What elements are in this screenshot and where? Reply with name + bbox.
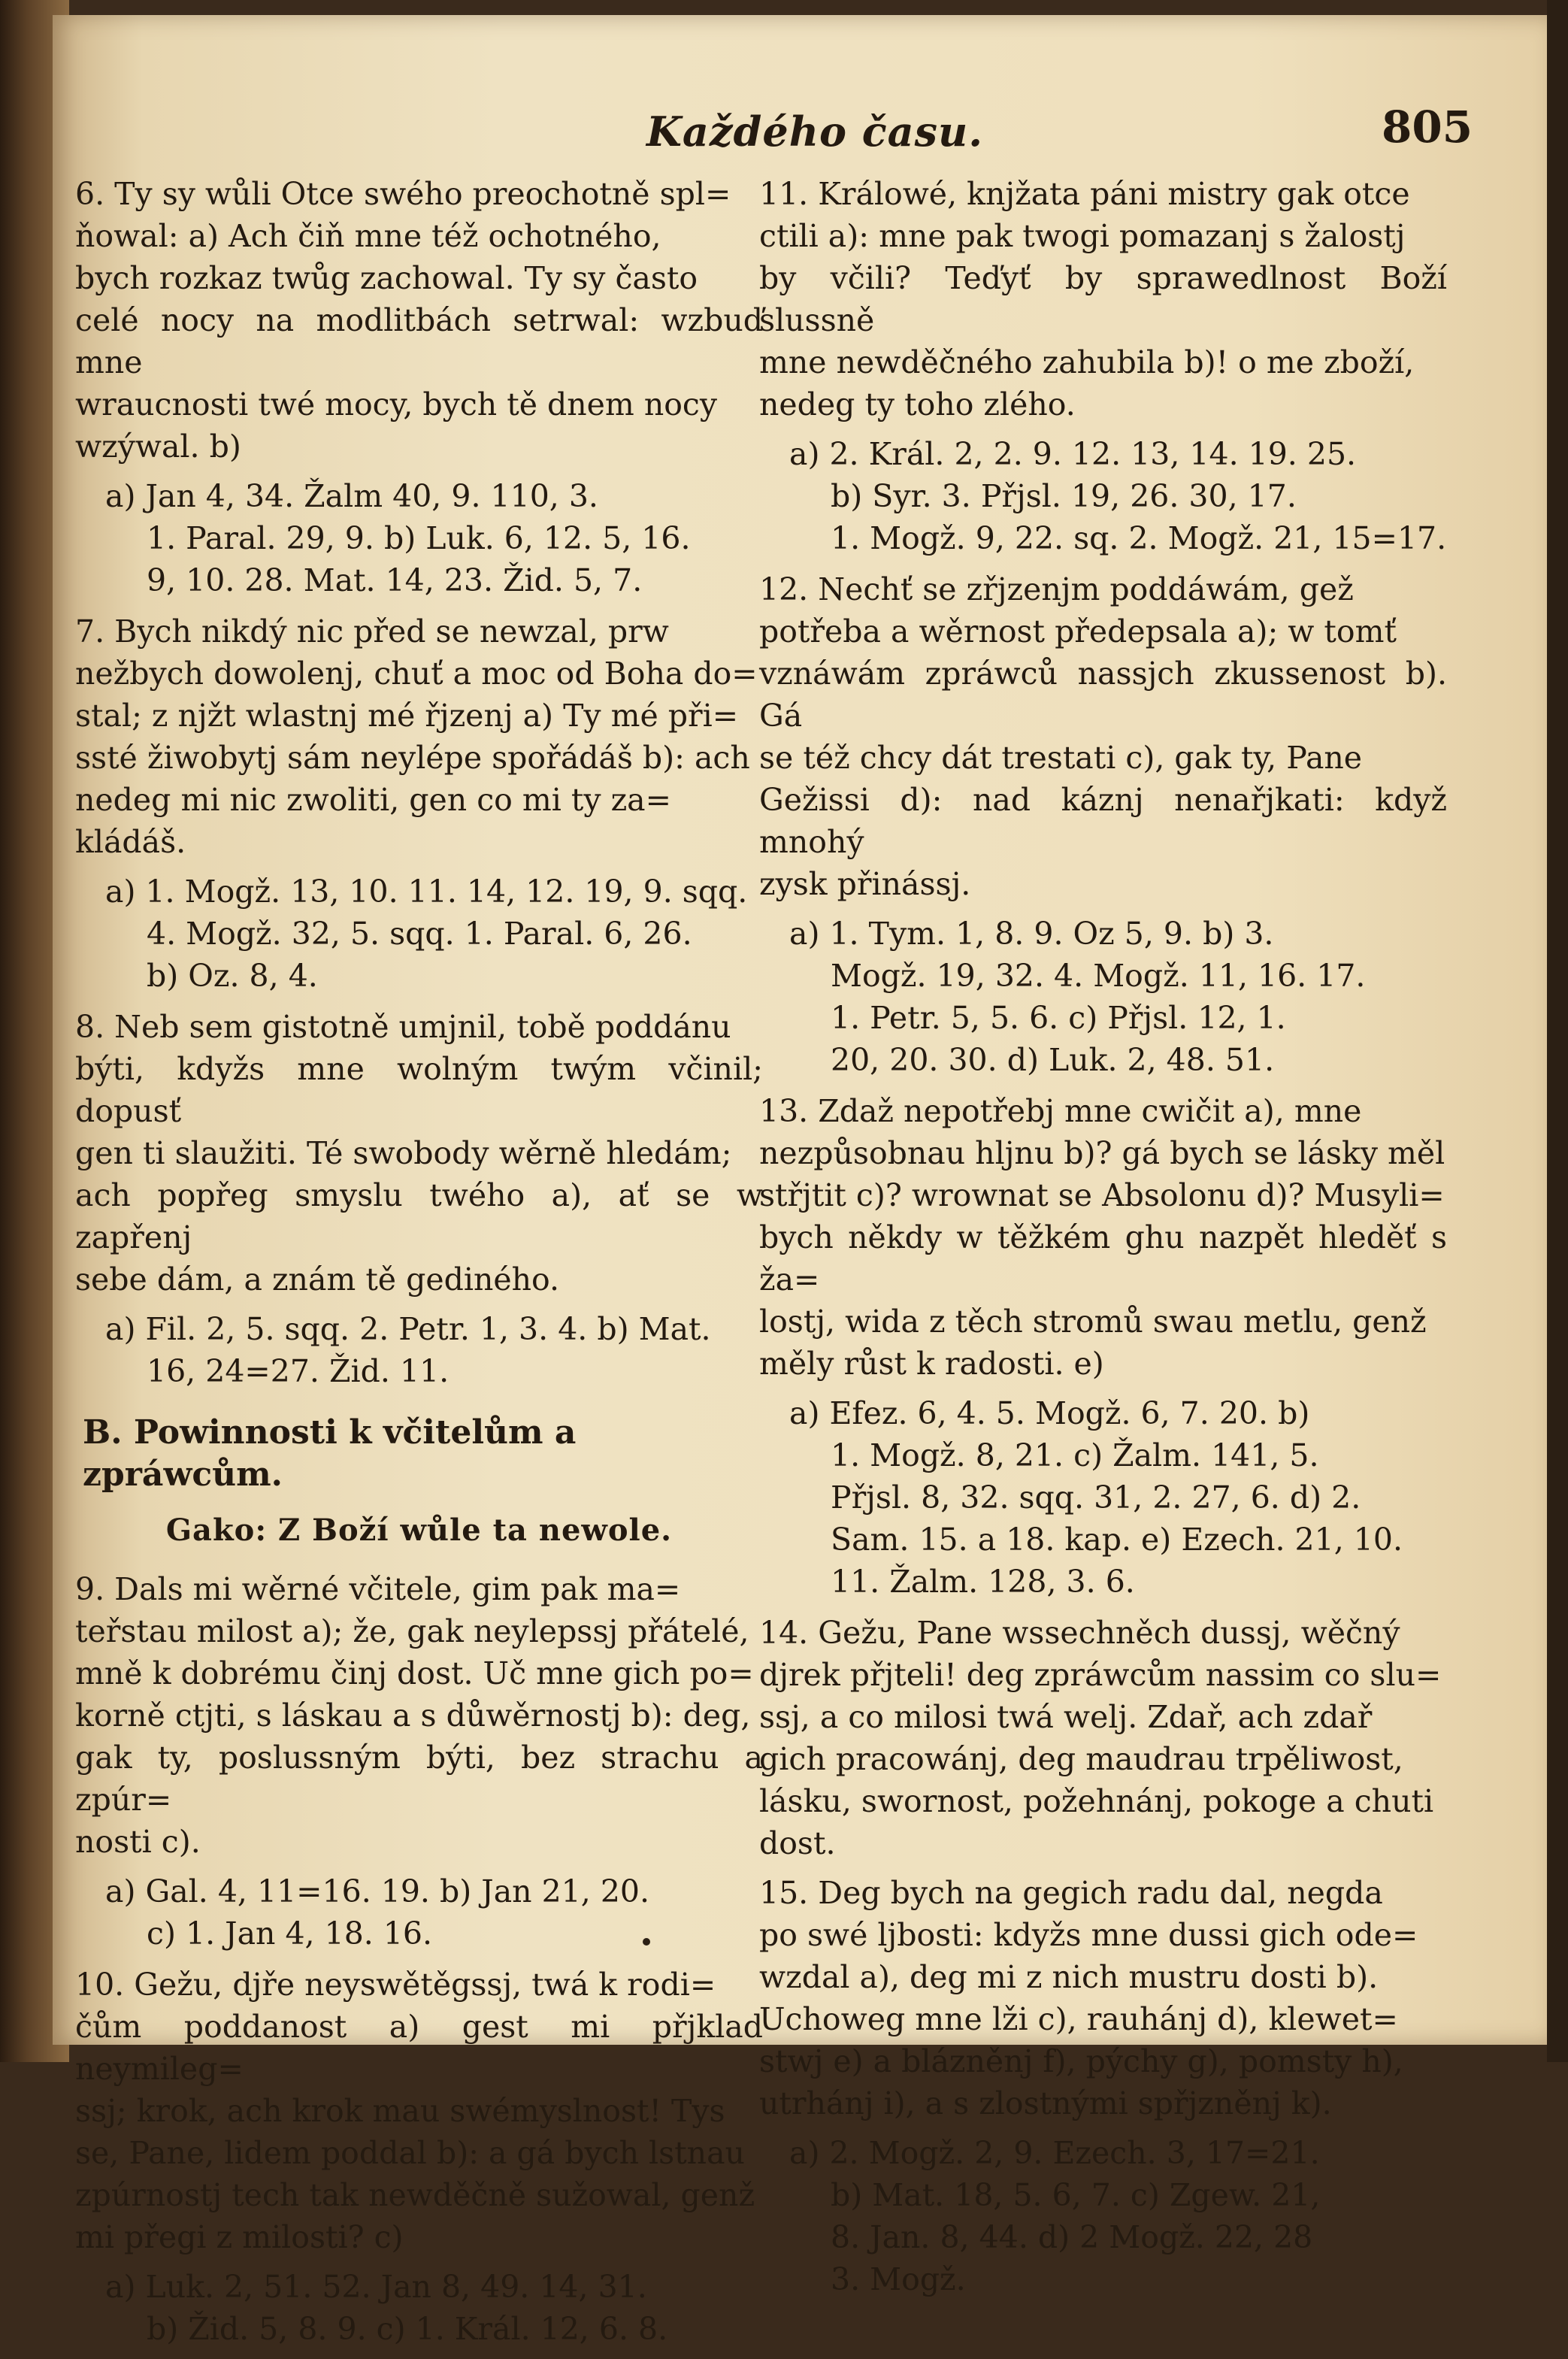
text-line: čům poddanost a) gest mi přjklad neymileg= <box>75 2009 763 2087</box>
text-line: střjtit c)? wrownat se Absolonu d)? Musyli= <box>759 1177 1445 1213</box>
reference-line: 11. Žalm. 128, 3. 6. <box>831 1564 1135 1600</box>
reference-line: 1. Mogž. 8, 21. c) Žalm. 141, 5. <box>831 1437 1319 1473</box>
reference-line: a) 2. Mogž. 2, 9. Ezech. 3, 17=21. <box>789 2135 1320 2171</box>
text-line: 13. Zdaž nepotřebj mne cwičit a), mne <box>759 1093 1362 1129</box>
text-line: gak ty, poslussným býti, bez strachu a zpúr= <box>75 1740 763 1818</box>
text-line: mne newděčného zahubila b)! o me zboží, <box>759 344 1415 380</box>
text-line: 7. Bych nikdý nic před se newzal, prw <box>75 613 669 650</box>
text-line: ssté žiwobytj sám neylépe spořádáš b): ach <box>75 740 750 776</box>
paragraph <box>759 1090 1447 1385</box>
text-line: potřeba a wěrnost předepsala a); w tomť <box>759 613 1397 650</box>
text-line: 14. Gežu, Pane wssechněch dussj, wěčný <box>759 1615 1400 1651</box>
reference-line: 1. Mogž. 9, 22. sq. 2. Mogž. 21, 15=17. <box>831 520 1447 556</box>
references <box>75 2266 763 2350</box>
reference-line: b) Oz. 8, 4. <box>147 958 318 994</box>
text-line: Uchoweg mne lži c), rauhánj d), klewet= <box>759 2001 1398 2037</box>
references <box>759 433 1447 559</box>
text-line: by včili? Teďyť by sprawedlnost Boží slussně <box>759 260 1447 338</box>
paragraph <box>75 1964 763 2258</box>
text-line: mi přegi z milosti? c) <box>75 2219 404 2255</box>
reference-line: a) Efez. 6, 4. 5. Mogž. 6, 7. 20. b) <box>789 1395 1310 1431</box>
reference-line: Přjsl. 8, 32. sqq. 31, 2. 27, 6. d) 2. <box>831 1479 1361 1516</box>
text-line: 6. Ty sy wůli Otce swého preochotně spl= <box>75 176 731 212</box>
text-line: celé nocy na modlitbách setrwal: wzbuď mne <box>75 302 763 380</box>
reference-line: 1. Paral. 29, 9. b) Luk. 6, 12. 5, 16. <box>147 520 691 556</box>
running-title: Každého času. <box>646 108 984 156</box>
text-line: vznáwám zpráwců nassjch zkussenost b). Gá <box>759 656 1447 734</box>
paragraph <box>759 568 1447 905</box>
ink-dot <box>643 1938 650 1946</box>
text-line: ach popřeg smyslu twého a), ať se w zapřenj <box>75 1177 763 1255</box>
page-number: 805 <box>1382 101 1473 153</box>
running-header <box>0 94 1568 162</box>
text-line: kládáš. <box>75 824 186 860</box>
text-line: wzdal a), deg mi z nich mustru dosti b). <box>759 1959 1379 1995</box>
text-line: zysk přinássj. <box>759 866 971 902</box>
text-line: měly růst k radosti. e) <box>759 1346 1104 1382</box>
text-line: stal; z njžt wlastnj mé řjzenj a) Ty mé při= <box>75 698 739 734</box>
left-column <box>75 173 763 2359</box>
text-line: ssj; krok, ach krok mau swémyslnost! Tys <box>75 2093 725 2129</box>
references <box>75 475 763 601</box>
reference-line: b) Syr. 3. Přjsl. 19, 26. 30, 17. <box>831 478 1297 514</box>
page-edge <box>1547 0 1568 2062</box>
text-line: 15. Deg bych na gegich radu dal, negda <box>759 1875 1383 1911</box>
section-heading: B. Powinnosti k včitelům a zpráwcům. <box>83 1413 577 1494</box>
text-line: nežbych dowolenj, chuť a moc od Boha do= <box>75 656 758 692</box>
text-line: gich pracowánj, deg maudrau trpěliwost, <box>759 1741 1403 1777</box>
text-line: nedeg ty toho zlého. <box>759 386 1076 422</box>
section-subheading: Gako: Z Boží wůle ta newole. <box>165 1513 673 1548</box>
text-line: nezpůsobnau hljnu b)? gá bych se lásky měl <box>759 1135 1445 1171</box>
text-line: býti, kdyžs mne wolným twým včinil; dopusť <box>75 1051 763 1129</box>
reference-line: 8. Jan. 8, 44. d) 2 Mogž. 22, 28 <box>831 2219 1313 2255</box>
reference-line: Mogž. 19, 32. 4. Mogž. 11, 16. 17. <box>831 958 1366 994</box>
text-line: stwj e) a blázněnj f), pýchy g), pomsty h), <box>759 2043 1403 2079</box>
text-line: 11. Králowé, knjžata páni mistry gak otce <box>759 176 1410 212</box>
reference-line: 1. Petr. 5, 5. 6. c) Přjsl. 12, 1. <box>831 1000 1286 1036</box>
text-line: lásku, swornost, požehnánj, pokoge a chuti <box>759 1783 1434 1819</box>
text-line: nedeg mi nic zwoliti, gen co mi ty za= <box>75 782 671 818</box>
reference-line: a) 2. Král. 2, 2. 9. 12. 13, 14. 19. 25. <box>789 436 1357 472</box>
reference-line: 16, 24=27. Žid. 11. <box>147 1353 450 1389</box>
references <box>75 871 763 997</box>
paragraph <box>75 1006 763 1301</box>
text-line: bych někdy w těžkém ghu nazpět hleděť s ža= <box>759 1219 1447 1298</box>
paragraph <box>759 1872 1447 2124</box>
reference-line: 20, 20. 30. d) Luk. 2, 48. 51. <box>831 1042 1275 1078</box>
text-line: ctili a): mne pak twogi pomazanj s žalostj <box>759 218 1406 254</box>
paragraph <box>759 173 1447 425</box>
reference-line: 3. Mogž. <box>831 2261 966 2297</box>
reference-line: a) Fil. 2, 5. sqq. 2. Petr. 1, 3. 4. b) Mat. <box>105 1311 711 1347</box>
text-line: lostj, wida z těch stromů swau metlu, genž <box>759 1304 1427 1340</box>
text-line: Gežissi d): nad káznj nenařjkati: když mnohý <box>759 782 1447 860</box>
reference-line: a) 1. Tym. 1, 8. 9. Oz 5, 9. b) 3. <box>789 916 1274 952</box>
text-line: 10. Gežu, djře neyswětěgssj, twá k rodi= <box>75 1967 716 2003</box>
text-line: se, Pane, lidem poddal b): a gá bych lstnau <box>75 2135 745 2171</box>
text-line: nosti c). <box>75 1824 201 1860</box>
references <box>75 1870 763 1955</box>
text-line: ňowal: a) Ach čiň mne též ochotného, <box>75 218 661 254</box>
text-line: 8. Neb sem gistotně umjnil, tobě poddánu <box>75 1009 731 1045</box>
text-line: 12. Nechť se zřjzenjm poddáwám, gež <box>759 571 1354 607</box>
text-line: 9. Dals mi wěrné včitele, gim pak ma= <box>75 1571 681 1607</box>
paragraph <box>75 173 763 468</box>
paragraph <box>759 1612 1447 1864</box>
text-line: utrhánj i), a s zlostnými spřjzněnj k). <box>759 2085 1332 2121</box>
reference-line: 4. Mogž. 32, 5. sqq. 1. Paral. 6, 26. <box>147 916 692 952</box>
text-line: bych rozkaz twůg zachowal. Ty sy často <box>75 260 698 296</box>
references <box>759 1392 1447 1603</box>
right-column <box>759 173 1447 2309</box>
text-line: ssj, a co milosi twá welj. Zdař, ach zdař <box>759 1699 1373 1735</box>
reference-line: a) 1. Mogž. 13, 10. 11. 14, 12. 19, 9. sqq. <box>105 874 748 910</box>
text-line: teřstau milost a); že, gak neylepssj přátelé, <box>75 1613 749 1649</box>
reference-line: a) Jan 4, 34. Žalm 40, 9. 110, 3. <box>105 478 598 514</box>
references <box>759 2132 1447 2300</box>
text-line: po swé ljbosti: kdyžs mne dussi gich ode= <box>759 1917 1418 1953</box>
text-line: djrek přjteli! deg zpráwcům nassim co slu= <box>759 1657 1442 1693</box>
text-line: zpúrnostj tech tak newděčně sužowal, genž <box>75 2177 755 2213</box>
reference-line: a) Gal. 4, 11=16. 19. b) Jan 21, 20. <box>105 1873 650 1909</box>
paragraph <box>75 610 763 863</box>
references <box>759 913 1447 1081</box>
paragraph <box>75 1568 763 1863</box>
text-line: dost. <box>759 1825 836 1861</box>
text-line: mně k dobrému činj dost. Uč mne gich po= <box>75 1655 754 1691</box>
text-line: wraucnosti twé mocy, bych tě dnem nocy <box>75 386 718 422</box>
text-line: sebe dám, a znám tě gediného. <box>75 1261 560 1298</box>
reference-line: 9, 10. 28. Mat. 14, 23. Žid. 5, 7. <box>147 562 643 598</box>
text-line: korně ctjti, s láskau a s důwěrnostj b): deg, <box>75 1697 751 1734</box>
reference-line: b) Žid. 5, 8. 9. c) 1. Král. 12, 6. 8. <box>147 2311 668 2347</box>
reference-line: Sam. 15. a 18. kap. e) Ezech. 21, 10. <box>831 1522 1403 1558</box>
reference-line: b) Mat. 18, 5. 6, 7. c) Zgew. 21, <box>831 2177 1321 2213</box>
text-line: wzýwal. b) <box>75 428 241 465</box>
text-line: se též chcy dát trestati c), gak ty, Pane <box>759 740 1363 776</box>
text-line: gen ti slaužiti. Té swobody wěrně hledám; <box>75 1135 732 1171</box>
reference-line: a) Luk. 2, 51. 52. Jan 8, 49. 14, 31. <box>105 2269 647 2305</box>
reference-line: c) 1. Jan 4, 18. 16. <box>147 1915 433 1952</box>
references <box>75 1308 763 1392</box>
